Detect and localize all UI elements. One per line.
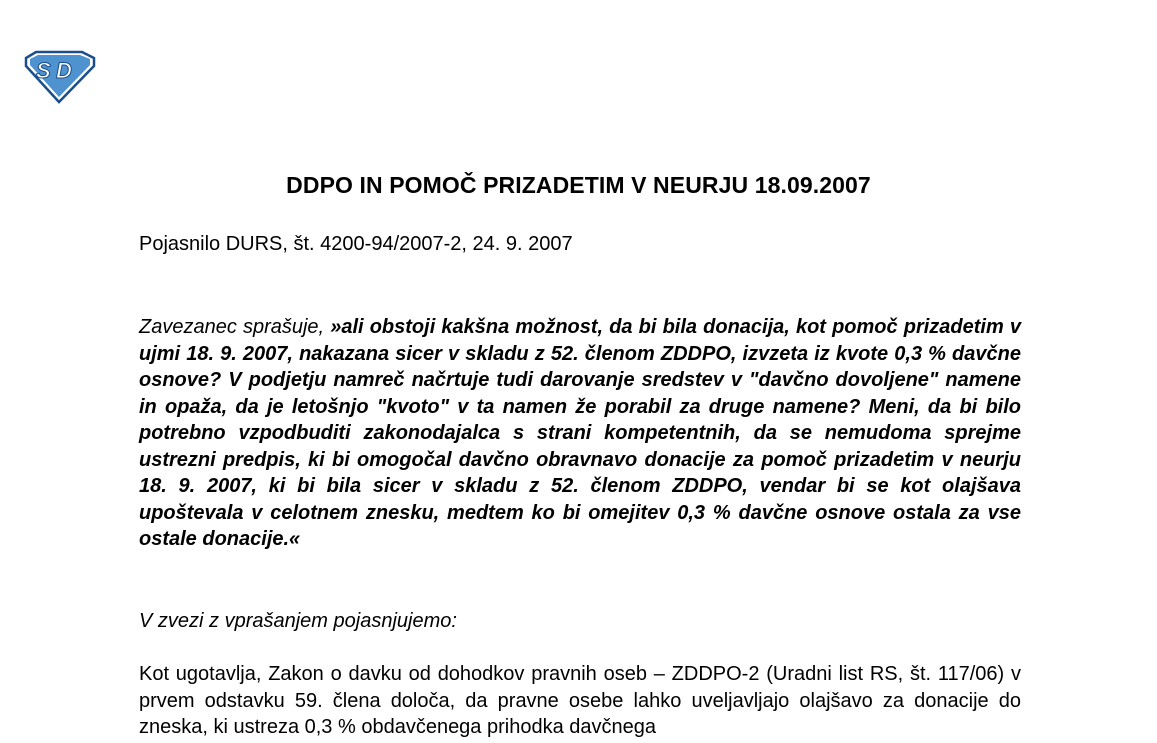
document-subtitle: Pojasnilo DURS, št. 4200-94/2007-2, 24. 9. 2007 [139,233,573,255]
svg-text:S: S [36,58,51,83]
sd-logo-icon [22,50,96,104]
svg-text:D: D [56,58,72,83]
question-intro: Zavezanec sprašuje, [139,316,331,338]
document-title: DDPO IN POMOČ PRIZADETIM V NEURJU 18.09.2007 [286,172,871,198]
question-paragraph [139,314,1021,553]
answer-intro: V zvezi z vprašanjem pojasnjujemo: [139,610,457,632]
answer-paragraph: Kot ugotavlja, Zakon o davku od dohodkov pravnih oseb – ZDDPO-2 (Uradni list RS, št. 117/06) v prvem odstavku 59. člena določa, da pravne osebe lahko uveljavljajo olajšavo za donacije do zneska, ki ustreza 0,3 % obdavčenega prihodka davčnega [139,663,1021,738]
question-body: »ali obstoji kakšna možnost, da bi bila donacija, kot pomoč prizadetim v ujmi 18. 9. 2007, nakazana sicer v skladu z 52. členom ZDDPO, izvzeta iz kvote 0,3 % davčne osnove? V podjetju namreč načrtuje tudi darovanje sredstev v "davčno dovoljene" namene in opaža, da je letošnjo "kvoto" v ta namen že porabil za druge namene? Meni, da bi bilo potrebno vzpodbuditi zakonodajalca s strani kompetentnih, da se nemudoma sprejme ustrezni predpis, ki bi omogočal davčno obravnavo donacije za pomoč prizadetim v neurju 18. 9. 2007, ki bi bila sicer v skladu z 52. členom ZDDPO, vendar bi se kot olajšava upoštevala v celotnem znesku, medtem ko bi omejitev 0,3 % davčne osnove ostala za vse ostale donacije.« [139,316,1021,550]
